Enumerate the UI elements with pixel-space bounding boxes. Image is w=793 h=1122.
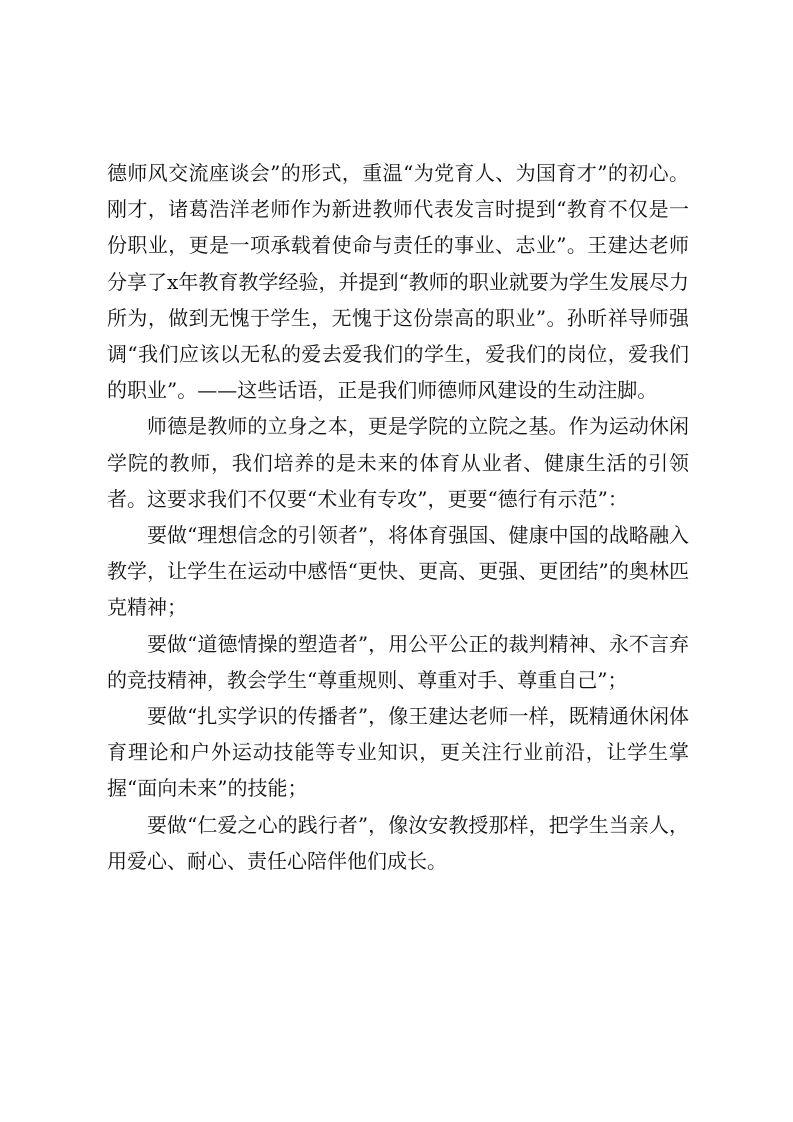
paragraph-benevolence-practitioner: 要做“仁爱之心的践行者”，像汝安教授那样，把学生当亲人，用爱心、耐心、责任心陪伴他们成长。 [107,812,689,873]
paragraph-teacher-ethics: 师德是教师的立身之本，更是学院的立院之基。作为运动休闲学院的教师，我们培养的是未来的体育从业者、健康生活的引领者。这要求我们不仅要“术业有专攻”，更要“德行有示范”： [107,414,689,511]
body-text [107,155,689,879]
paragraph-morality-shaper: 要做“道德情操的塑造者”，用公平公正的裁判精神、永不言弃的竞技精神，教会学生“尊重规则、尊重对手、尊重自己”； [107,631,689,692]
paragraph-ideals-leader: 要做“理想信念的引领者”，将体育强国、健康中国的战略融入教学，让学生在运动中感悟“更快、更高、更强、更团结”的奥林匹克精神； [107,523,689,620]
paragraph-knowledge-spreader: 要做“扎实学识的传播者”，像王建达老师一样，既精通休闲体育理论和户外运动技能等专业知识，更关注行业前沿，让学生掌握“面向未来”的技能； [107,704,689,801]
paragraph-continuation: 德师风交流座谈会”的形式，重温“为党育人、为国育才”的初心。刚才，诸葛浩洋老师作为新进教师代表发言时提到“教育不仅是一份职业，更是一项承载着使命与责任的事业、志业”。王建达老师分享了x年教育教学经验，并提到“教师的职业就要为学生发展尽力所为，做到无愧于学生，无愧于这份崇高的职业”。孙昕祥导师强调“我们应该以无私的爱去爱我们的学生，爱我们的岗位，爱我们的职业”。——这些话语，正是我们师德师风建设的生动注脚。 [107,161,689,403]
